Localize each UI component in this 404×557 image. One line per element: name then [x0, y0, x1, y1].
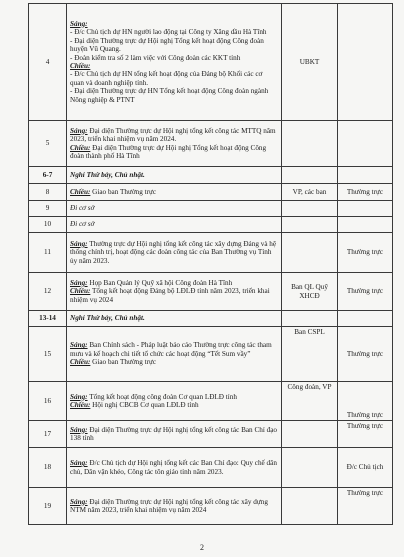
content-line: - Đại diện Thường trực dự HN Tổng kết hoạt động Công đoàn ngành Nông nghiệp & PTNT — [70, 87, 269, 104]
session-label: Sáng: — [70, 341, 88, 350]
content-text: Đại diện Thường trực dự Hội nghị tổng kết công tác MTTQ năm 2023, triển khai nhiệm vụ năm 2024. — [70, 126, 276, 144]
content-text: Đại diện Thường trực dự Hội nghị Tổng kết hoạt động Công đoàn thành phố Hà Tĩnh — [70, 143, 267, 160]
table-row — [29, 311, 393, 327]
row-note: Đ/c Chủ tịch — [338, 448, 393, 488]
session-label: Sáng: — [70, 19, 88, 28]
row-number: 8 — [29, 184, 67, 201]
content-text: Đại diện Thường trực dự Hội nghị tổng kết công tác Ban Chỉ đạo 138 tỉnh — [70, 425, 277, 442]
row-note — [338, 201, 393, 217]
content-text: Giao ban Thường trực — [90, 187, 157, 196]
responsible-unit: Ban QL Quỹ XHCĐ — [282, 273, 338, 311]
row-number: 17 — [29, 421, 67, 448]
row-note: Thường trực — [338, 233, 393, 273]
session-label: Sáng: — [70, 278, 88, 287]
row-note: Thường trực — [338, 421, 393, 448]
row-content — [67, 233, 282, 273]
row-number: 19 — [29, 488, 67, 525]
table-row — [29, 184, 393, 201]
table-row — [29, 201, 393, 217]
row-content — [67, 448, 282, 488]
responsible-unit — [282, 448, 338, 488]
content-text: Đ/c Chủ tịch dự Hội nghị tổng kết các Ban Chỉ đạo: Quy chế dân chủ, Dân vận khéo, Công tác tôn giáo tỉnh năm 2023. — [70, 459, 277, 476]
schedule-table — [28, 3, 393, 525]
row-note: Thường trực — [338, 184, 393, 201]
table-row — [29, 327, 393, 382]
table-row — [29, 4, 393, 121]
table-row — [29, 448, 393, 488]
responsible-unit: UBKT — [282, 4, 338, 121]
row-number: 12 — [29, 273, 67, 311]
row-number: 11 — [29, 233, 67, 273]
session-label: Sáng: — [70, 126, 88, 135]
table-row — [29, 233, 393, 273]
row-content: Đi cơ sở — [67, 201, 282, 217]
responsible-unit: Ban CSPL — [282, 327, 338, 382]
row-number: 4 — [29, 4, 67, 121]
row-note — [338, 121, 393, 167]
content-text: Hội nghị CBCB Cơ quan LĐLĐ tỉnh — [90, 401, 199, 409]
session-label: Chiều: — [70, 187, 91, 196]
row-note: Thường trực — [338, 327, 393, 382]
table-row — [29, 421, 393, 448]
table-row — [29, 488, 393, 525]
session-label: Sáng: — [70, 497, 88, 506]
content-text: Thường trực dự Hội nghị tổng kết công tác xây dựng Đảng và hệ thống chính trị, hoạt động các đoàn công tác của Ban Thường vụ Tỉnh ủy năm 2023. — [70, 239, 277, 265]
content-line: - Đ/c Chủ tịch dự HN người lao động tại Công ty Xăng dầu Hà Tĩnh — [70, 28, 267, 37]
session-label: Chiều: — [70, 358, 91, 367]
table-row — [29, 121, 393, 167]
row-content — [67, 327, 282, 382]
responsible-unit: Công đoàn, VP — [282, 382, 338, 421]
row-note — [338, 167, 393, 184]
session-label: Sáng: — [70, 239, 88, 248]
content-text: Tổng kết hoạt động công đoàn Cơ quan LĐLĐ tỉnh — [87, 392, 237, 401]
row-content: Nghỉ Thứ bảy, Chủ nhật. — [67, 167, 282, 184]
table-row — [29, 382, 393, 421]
content-text: Đại diện Thường trực dự Hội nghị tổng kết công tác xây dựng NTM năm 2023, triển khai nhiệm vụ năm 2024 — [70, 497, 268, 514]
row-note: Thường trực — [338, 273, 393, 311]
row-content — [67, 421, 282, 448]
row-note: Thường trực — [338, 382, 393, 421]
row-content — [67, 273, 282, 311]
row-note — [338, 311, 393, 327]
row-content — [67, 4, 282, 121]
responsible-unit — [282, 488, 338, 525]
responsible-unit — [282, 311, 338, 327]
session-label: Sáng: — [70, 459, 88, 468]
session-label: Chiều: — [70, 287, 91, 296]
content-line: - Đ/c Chủ tịch dự HN tổng kết hoạt động của Đảng bộ Khối các cơ quan và doanh nghiệp tỉnh. — [70, 70, 263, 87]
table-row — [29, 273, 393, 311]
row-number: 9 — [29, 201, 67, 217]
session-label: Sáng: — [70, 392, 88, 401]
session-label: Chiều: — [70, 62, 91, 70]
row-number: 5 — [29, 121, 67, 167]
content-text: Giao ban Thường trực — [90, 358, 157, 367]
content-line: - Đoàn kiểm tra số 2 làm việc với Công đoàn các KKT tỉnh — [70, 53, 241, 62]
content-line: - Đại diện Thường trực dự Hội nghị Tổng kết hoạt động Công đoàn huyện Vũ Quang. — [70, 36, 264, 54]
responsible-unit — [282, 421, 338, 448]
row-content: Đi cơ sở — [67, 217, 282, 233]
session-label: Chiều: — [70, 401, 91, 409]
row-number: 18 — [29, 448, 67, 488]
row-note — [338, 217, 393, 233]
content-text: Tổng kết hoạt động Đảng bộ LĐLĐ tỉnh năm 2023, triển khai nhiệm vụ 2024 — [70, 287, 270, 304]
page-number: 2 — [200, 543, 204, 552]
row-content — [67, 488, 282, 525]
row-content: Nghỉ Thứ bảy, Chủ nhật. — [67, 311, 282, 327]
row-content — [67, 121, 282, 167]
responsible-unit: VP, các ban — [282, 184, 338, 201]
row-note — [338, 4, 393, 121]
responsible-unit — [282, 167, 338, 184]
content-text: Họp Ban Quản lý Quỹ xã hội Công đoàn Hà Tĩnh — [87, 278, 233, 287]
row-content — [67, 184, 282, 201]
responsible-unit — [282, 201, 338, 217]
row-number: 15 — [29, 327, 67, 382]
content-text: Ban Chính sách - Pháp luật báo cáo Thường trực công tác tham mưu và kế hoạch chi tiết tổ chức các hoạt động “Tết Sum vầy” — [70, 341, 272, 358]
row-number: 6-7 — [29, 167, 67, 184]
table-row — [29, 217, 393, 233]
row-number: 10 — [29, 217, 67, 233]
session-label: Chiều: — [70, 143, 91, 152]
row-number: 16 — [29, 382, 67, 421]
responsible-unit — [282, 233, 338, 273]
row-content — [67, 382, 282, 421]
table-row — [29, 167, 393, 184]
responsible-unit — [282, 121, 338, 167]
row-note: Thường trực — [338, 488, 393, 525]
session-label: Sáng: — [70, 425, 88, 434]
row-number: 13-14 — [29, 311, 67, 327]
responsible-unit — [282, 217, 338, 233]
